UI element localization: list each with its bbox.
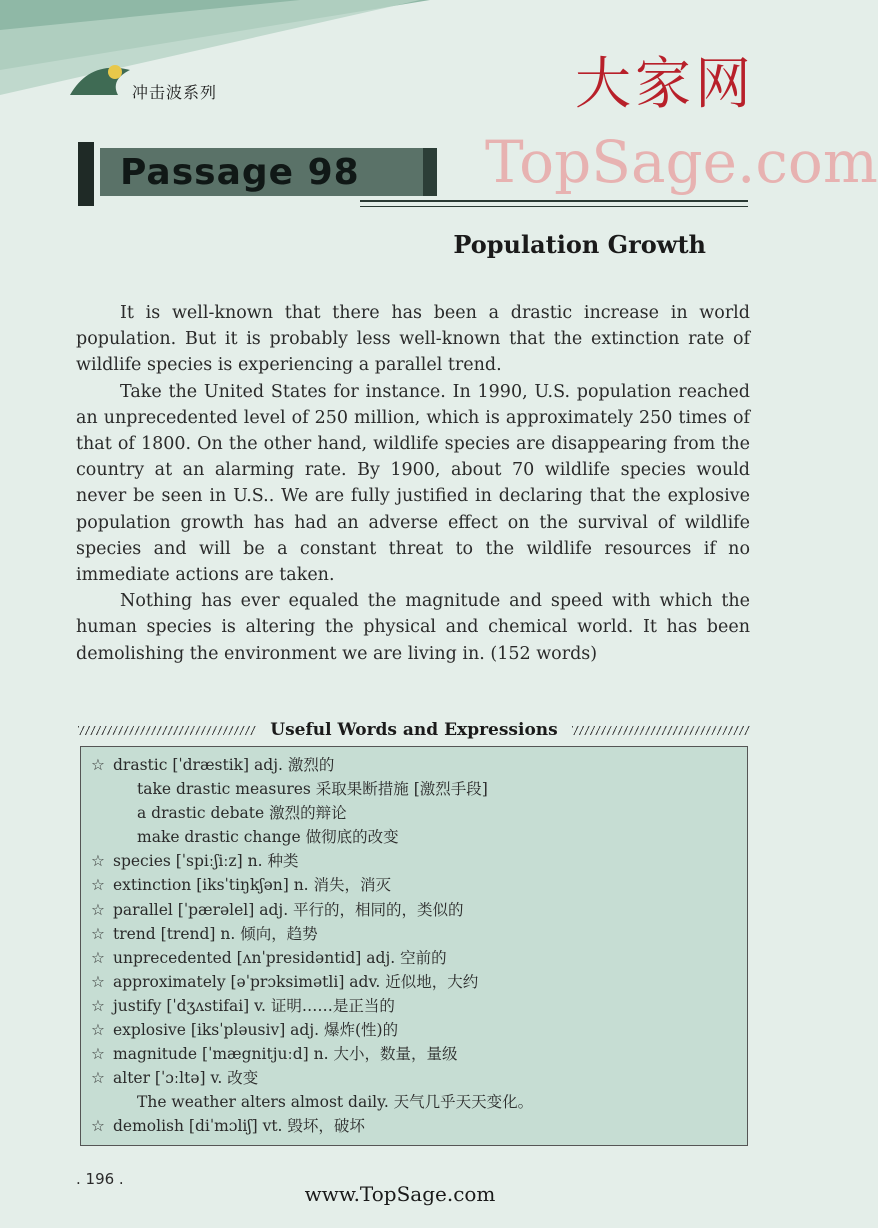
star-icon: ☆ <box>91 972 105 991</box>
vocab-entry: extinction [iksˈtiŋkʃən] n. 消失，消灭 <box>113 876 392 895</box>
site-logo-watermark: TopSage.com <box>485 128 878 196</box>
vocab-list <box>81 747 747 1139</box>
page-number: . 196 . <box>76 1170 124 1188</box>
vocab-title: Useful Words and Expressions <box>270 720 558 740</box>
vocab-entry: species [ˈspiːʃiːz] n. 种类 <box>113 852 299 871</box>
vocab-entry: magnitude [ˈmægnitjuːd] n. 大小，数量，量级 <box>113 1045 458 1064</box>
list-item <box>91 777 747 801</box>
passage-heading <box>78 140 748 210</box>
star-icon: ☆ <box>91 1021 105 1040</box>
star-icon: ☆ <box>91 876 105 895</box>
paragraph: It is well-known that there has been a drastic increase in world population. But it is probably less well-known that the extinction rate of wildlife species is experiencing a parallel trend. <box>76 303 750 376</box>
divider <box>360 200 748 202</box>
vocab-example: make drastic change 做彻底的改变 <box>137 828 399 847</box>
passage-label: Passage 98 <box>120 152 360 193</box>
list-item <box>91 970 747 994</box>
star-icon: ☆ <box>91 1117 105 1136</box>
list-item <box>91 946 747 970</box>
vocab-entry: parallel [ˈpærəlel] adj. 平行的，相同的，类似的 <box>113 900 464 919</box>
star-icon: ☆ <box>91 756 105 774</box>
star-icon: ☆ <box>91 948 105 967</box>
star-icon: ☆ <box>91 1069 105 1088</box>
site-logo-chinese: 大家网 <box>575 52 755 117</box>
paragraph: Nothing has ever equaled the magnitude and speed with which the human species is altering the physical and chemical world. It has been demolishing the environment we are living in. (152 words) <box>76 591 750 664</box>
list-item <box>91 898 747 922</box>
list-item <box>91 922 747 946</box>
list-item <box>91 1114 747 1138</box>
list-item <box>91 1018 747 1042</box>
vocab-box <box>80 746 748 1146</box>
passage-bar-decoration <box>78 142 94 206</box>
divider <box>360 206 748 207</box>
vocab-example: a drastic debate 激烈的辩论 <box>137 804 347 823</box>
paragraph: Take the United States for instance. In 1990, U.S. population reached an unprecedented level of 250 million, which is approximately 250 times of that of 1800. On the other hand, wildlife species are disappearing from the country at an alarming rate. By 1900, about 70 wildlife species would never be seen in U.S.. We are fully justified in declaring that the explosive population growth has had an adverse effect on the survival of wildlife species and will be a constant threat to the wildlife resources if no immediate actions are taken. <box>76 381 750 586</box>
footer-url: www.TopSage.com <box>304 1182 496 1206</box>
vocab-entry: approximately [əˈprɔksimətli] adv. 近似地，大约 <box>113 972 479 991</box>
vocab-example: The weather alters almost daily. 天气几乎天天变化。 <box>137 1093 534 1112</box>
list-item <box>91 753 747 777</box>
star-icon: ☆ <box>91 900 105 919</box>
star-icon: ☆ <box>91 996 105 1015</box>
list-item <box>91 801 747 825</box>
list-item <box>91 873 747 897</box>
list-item <box>91 849 747 873</box>
list-item <box>91 1090 747 1114</box>
star-icon: ☆ <box>91 1045 105 1064</box>
vocab-example: take drastic measures 采取果断措施 [激烈手段] <box>137 780 488 799</box>
list-item <box>91 1042 747 1066</box>
vocab-section-header <box>78 718 750 742</box>
list-item <box>91 825 747 849</box>
vocab-entry: justify [ˈdʒʌstifai] v. 证明……是正当的 <box>113 996 395 1015</box>
vocab-entry: drastic [ˈdræstik] adj. 激烈的 <box>113 756 335 774</box>
vocab-entry: unprecedented [ʌnˈpresidəntid] adj. 空前的 <box>113 948 447 967</box>
article-title: Population Growth <box>453 230 706 259</box>
vocab-entry: demolish [diˈmɔliʃ] vt. 毁坏，破坏 <box>113 1117 365 1136</box>
vocab-entry: alter [ˈɔːltə] v. 改变 <box>113 1069 259 1088</box>
article-body <box>76 300 750 667</box>
vocab-entry: trend [trend] n. 倾向，趋势 <box>113 924 318 943</box>
star-icon: ☆ <box>91 924 105 943</box>
hatch-decoration <box>78 726 256 735</box>
vocab-entry: explosive [iksˈpləusiv] adj. 爆炸(性)的 <box>113 1021 399 1040</box>
series-label: 冲击波系列 <box>132 83 218 102</box>
hatch-decoration <box>572 726 750 735</box>
list-item <box>91 1066 747 1090</box>
list-item <box>91 994 747 1018</box>
star-icon: ☆ <box>91 852 105 871</box>
